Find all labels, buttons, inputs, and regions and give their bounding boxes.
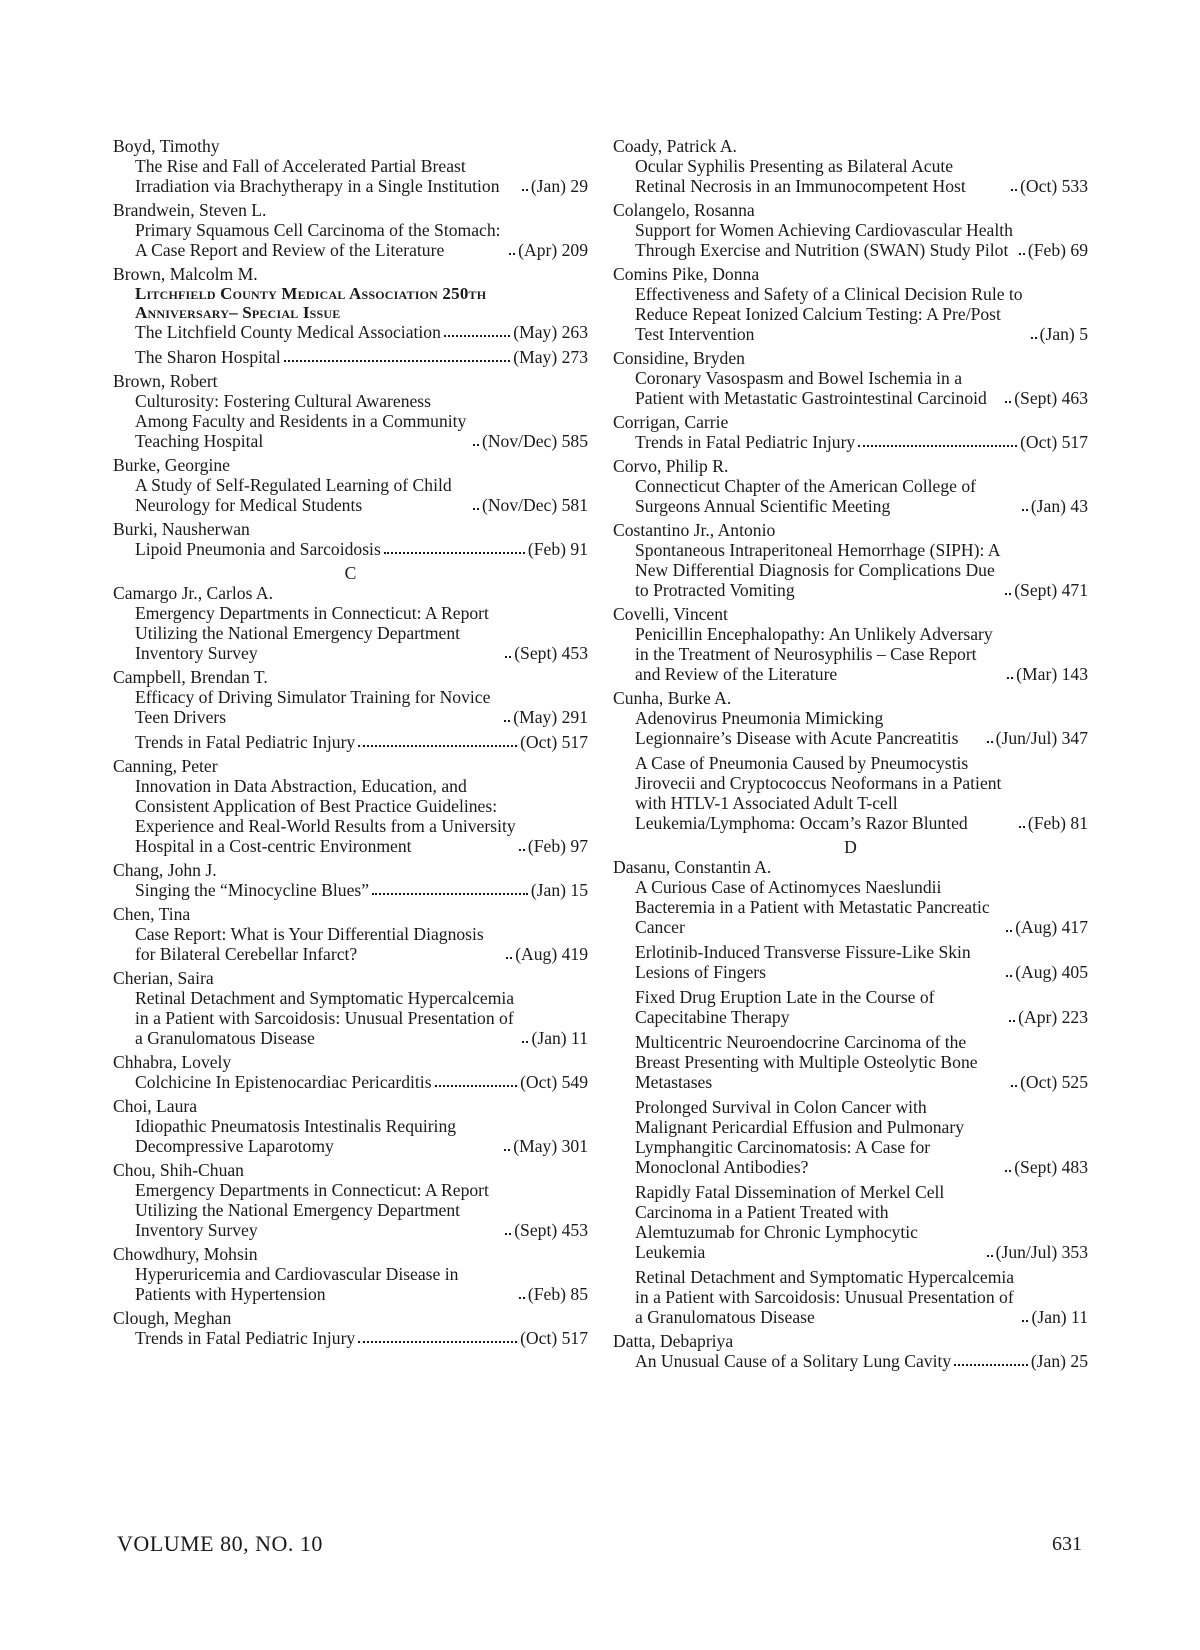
author-name: Chowdhury, Mohsin (113, 1244, 258, 1264)
article-title: Hyperuricemia and Cardiovascular Disease in Patients with Hypertension (135, 1264, 459, 1304)
issue-page-reference: (Jun/Jul) 353 (995, 1242, 1088, 1262)
issue-page-reference: (Sept) 483 (1014, 1157, 1088, 1177)
dot-leader (1005, 401, 1011, 403)
author-name: Camargo Jr., Carlos A. (113, 583, 273, 603)
article-entry (635, 1351, 1088, 1371)
author-name: Chang, John J. (113, 860, 217, 880)
dot-leader (506, 957, 512, 959)
article-title: Fixed Drug Eruption Late in the Course of Capecitabine Therapy (635, 987, 935, 1027)
article-title: Trends in Fatal Pediatric Injury (135, 1328, 356, 1348)
dot-leader (504, 1149, 510, 1151)
author-entry (113, 519, 588, 559)
issue-page-reference: (Oct) 517 (520, 1328, 588, 1348)
issue-page-reference: (Apr) 209 (518, 240, 588, 260)
author-entry (113, 1308, 588, 1348)
dot-leader (1006, 975, 1012, 977)
issue-page-reference: (Nov/Dec) 581 (481, 495, 588, 515)
article-title: Idiopathic Pneumatosis Intestinalis Requiring Decompressive Laparotomy (135, 1116, 457, 1156)
article-entry (135, 347, 588, 367)
issue-page-reference: (May) 301 (513, 1136, 588, 1156)
issue-page-reference: (Aug) 405 (1015, 962, 1088, 982)
author-name: Brandwein, Steven L. (113, 200, 267, 220)
article-title: Penicillin Encephalopathy: An Unlikely Adversary in the Treatment of Neurosyphilis – Case Report and Review of the Literature (635, 624, 993, 684)
dot-leader (435, 1085, 518, 1087)
article-entry (135, 988, 588, 1048)
dot-leader (473, 508, 479, 510)
article-title: The Litchfield County Medical Association (135, 322, 441, 342)
issue-page-reference: (Oct) 525 (1020, 1072, 1088, 1092)
author-name: Chou, Shih-Chuan (113, 1160, 244, 1180)
special-issue-heading: Litchfield County Medical Association 250th Anniversary– Special Issue (135, 284, 487, 322)
author-name: Burke, Georgine (113, 455, 230, 475)
dot-leader (1022, 1320, 1028, 1322)
article-entry (635, 1267, 1088, 1327)
issue-page-reference: (Oct) 533 (1020, 176, 1088, 196)
issue-page-reference: (Sept) 471 (1014, 580, 1088, 600)
article-title: Trends in Fatal Pediatric Injury (135, 732, 356, 752)
author-name: Chen, Tina (113, 904, 191, 924)
author-entry (113, 860, 588, 900)
author-entry (613, 1331, 1088, 1371)
dot-leader (1019, 253, 1025, 255)
issue-page-reference: (Feb) 69 (1027, 240, 1088, 260)
author-name: Corrigan, Carrie (613, 412, 729, 432)
author-name: Coady, Patrick A. (613, 136, 737, 156)
article-title: The Rise and Fall of Accelerated Partial Breast Irradiation via Brachytherapy in a Single Institution (135, 156, 500, 196)
author-entry (613, 857, 1088, 1327)
author-name: Boyd, Timothy (113, 136, 220, 156)
article-title: Coronary Vasospasm and Bowel Ischemia in a Patient with Metastatic Gastrointestinal Carcinoid (635, 368, 987, 408)
article-title: Case Report: What is Your Differential Diagnosis for Bilateral Cerebellar Infarct? (135, 924, 484, 964)
author-entry (613, 412, 1088, 452)
article-entry (135, 391, 588, 451)
dot-leader (505, 1233, 511, 1235)
issue-page-reference: (Jan) 11 (1031, 1307, 1088, 1327)
author-name: Chhabra, Lovely (113, 1052, 232, 1072)
issue-page-reference: (Aug) 417 (1015, 917, 1088, 937)
author-name: Covelli, Vincent (613, 604, 728, 624)
index-column-left (113, 136, 588, 1352)
issue-page-reference: (Nov/Dec) 585 (481, 431, 588, 451)
article-title: Lipoid Pneumonia and Sarcoidosis (135, 539, 381, 559)
author-entry (613, 520, 1088, 600)
article-entry (635, 877, 1088, 937)
dot-leader (1005, 1170, 1011, 1172)
article-title: Rapidly Fatal Dissemination of Merkel Cell Carcinoma in a Patient Treated with Alemtuzumab for Chronic Lymphocytic Leukemia (635, 1182, 945, 1262)
article-title: Emergency Departments in Connecticut: A Report Utilizing the National Emergency Department Inventory Survey (135, 603, 489, 663)
article-entry (635, 284, 1088, 344)
article-title: An Unusual Cause of a Solitary Lung Cavity (635, 1351, 952, 1371)
author-entry (613, 136, 1088, 196)
issue-page-reference: (Sept) 453 (514, 643, 588, 663)
article-entry (635, 476, 1088, 516)
article-title: Primary Squamous Cell Carcinoma of the Stomach: A Case Report and Review of the Literature (135, 220, 501, 260)
article-title: Adenovirus Pneumonia Mimicking Legionnaire’s Disease with Acute Pancreatitis (635, 708, 959, 748)
author-entry (613, 604, 1088, 684)
issue-page-reference: (Feb) 91 (527, 539, 588, 559)
dot-leader (509, 253, 515, 255)
issue-page-reference: (Jan) 11 (531, 1028, 588, 1048)
author-name: Dasanu, Constantin A. (613, 857, 772, 877)
article-entry (135, 687, 588, 727)
article-entry (135, 539, 588, 559)
article-entry (635, 1032, 1088, 1092)
dot-leader (372, 893, 528, 895)
dot-leader (1031, 337, 1037, 339)
author-entry (113, 1244, 588, 1304)
page-number: 631 (1052, 1533, 1082, 1555)
article-title: Culturosity: Fostering Cultural Awareness Among Faculty and Residents in a Community Teaching Hospital (135, 391, 467, 451)
article-entry (135, 776, 588, 856)
author-entry (113, 136, 588, 196)
dot-leader (504, 720, 510, 722)
article-title: Effectiveness and Safety of a Clinical Decision Rule to Reduce Repeat Ionized Calcium Testing: A Pre/Post Test Intervention (635, 284, 1023, 344)
article-entry (635, 156, 1088, 196)
dot-leader (522, 1041, 528, 1043)
author-name: Choi, Laura (113, 1096, 198, 1116)
author-entry (613, 264, 1088, 344)
author-name: Brown, Robert (113, 371, 218, 391)
article-entry (635, 987, 1088, 1027)
issue-page-reference: (May) 263 (513, 322, 588, 342)
issue-page-reference: (May) 291 (513, 707, 588, 727)
article-title: Erlotinib-Induced Transverse Fissure-Like Skin Lesions of Fingers (635, 942, 971, 982)
article-entry (135, 603, 588, 663)
author-name: Burki, Nausherwan (113, 519, 250, 539)
article-entry (635, 708, 1088, 748)
author-entry (613, 688, 1088, 833)
author-name: Comins Pike, Donna (613, 264, 760, 284)
article-entry (635, 368, 1088, 408)
author-entry (113, 756, 588, 856)
dot-leader (473, 444, 479, 446)
author-name: Considine, Bryden (613, 348, 745, 368)
author-name: Canning, Peter (113, 756, 218, 776)
article-entry (135, 924, 588, 964)
issue-page-reference: (Sept) 463 (1014, 388, 1088, 408)
article-title: Trends in Fatal Pediatric Injury (635, 432, 856, 452)
author-entry (113, 1096, 588, 1156)
article-entry (135, 1180, 588, 1240)
article-title: A Study of Self-Regulated Learning of Child Neurology for Medical Students (135, 475, 452, 515)
dot-leader (519, 1297, 525, 1299)
article-entry (635, 432, 1088, 452)
issue-page-reference: (May) 273 (513, 347, 588, 367)
author-name: Colangelo, Rosanna (613, 200, 755, 220)
author-entry (113, 371, 588, 451)
article-title: Support for Women Achieving Cardiovascular Health Through Exercise and Nutrition (SWAN) Study Pilot (635, 220, 1013, 260)
author-entry (113, 264, 588, 367)
issue-page-reference: (Apr) 223 (1018, 1007, 1088, 1027)
issue-page-reference: (Jan) 29 (530, 176, 588, 196)
journal-volume-footer: VOLUME 80, NO. 10 (117, 1531, 323, 1556)
article-entry (635, 1182, 1088, 1262)
dot-leader (1009, 1020, 1015, 1022)
article-entry (635, 624, 1088, 684)
dot-leader (284, 360, 511, 362)
article-entry (135, 220, 588, 260)
article-title: Retinal Detachment and Symptomatic Hypercalcemia in a Patient with Sarcoidosis: Unusual Presentation of a Granulomatous Disease (635, 1267, 1015, 1327)
issue-page-reference: (Mar) 143 (1016, 664, 1088, 684)
dot-leader (1011, 189, 1017, 191)
article-title: Efficacy of Driving Simulator Training for Novice Teen Drivers (135, 687, 491, 727)
article-title: The Sharon Hospital (135, 347, 281, 367)
issue-page-reference: (Oct) 517 (1020, 432, 1088, 452)
dot-leader (1011, 1085, 1017, 1087)
section-letter: C (344, 563, 357, 583)
author-name: Corvo, Philip R. (613, 456, 729, 476)
article-title: Ocular Syphilis Presenting as Bilateral Acute Retinal Necrosis in an Immunocompetent Host (635, 156, 966, 196)
dot-leader (858, 445, 1017, 447)
article-entry (135, 1116, 588, 1156)
issue-page-reference: (Oct) 517 (520, 732, 588, 752)
article-entry (135, 880, 588, 900)
author-name: Cunha, Burke A. (613, 688, 732, 708)
article-title: Spontaneous Intraperitoneal Hemorrhage (SIPH): A New Differential Diagnosis for Complications Due to Protracted Vomiting (635, 540, 1000, 600)
article-entry (135, 1072, 588, 1092)
author-name: Cherian, Saira (113, 968, 214, 988)
article-entry (635, 1097, 1088, 1177)
article-entry (635, 942, 1088, 982)
article-title: Emergency Departments in Connecticut: A Report Utilizing the National Emergency Department Inventory Survey (135, 1180, 489, 1240)
article-title: Innovation in Data Abstraction, Education, and Consistent Application of Best Practice Guidelines: Experience and Real-World Results from a University Hospital in a Cost-centric Environment (135, 776, 516, 856)
dot-leader (987, 1255, 993, 1257)
author-entry (113, 455, 588, 515)
article-title: Colchicine In Epistenocardiac Pericarditis (135, 1072, 432, 1092)
article-entry (135, 322, 588, 342)
article-entry (135, 1328, 588, 1348)
article-entry (635, 540, 1088, 600)
article-title: Singing the “Minocycline Blues” (135, 880, 370, 900)
issue-page-reference: (Feb) 85 (527, 1284, 588, 1304)
dot-leader (358, 1341, 517, 1343)
article-entry (135, 1264, 588, 1304)
dot-leader (505, 656, 511, 658)
issue-page-reference: (Jan) 5 (1039, 324, 1088, 344)
author-name: Clough, Meghan (113, 1308, 232, 1328)
issue-page-reference: (Jan) 43 (1030, 496, 1088, 516)
dot-leader (954, 1364, 1028, 1366)
article-entry (135, 732, 588, 752)
author-entry (113, 667, 588, 752)
article-entry (635, 220, 1088, 260)
issue-page-reference: (Oct) 549 (520, 1072, 588, 1092)
author-entry (613, 200, 1088, 260)
issue-page-reference: (Jan) 15 (530, 880, 588, 900)
article-title: Prolonged Survival in Colon Cancer with Malignant Pericardial Effusion and Pulmonary Lymphangitic Carcinomatosis: A Case for Monoclonal Antibodies? (635, 1097, 964, 1177)
article-title: A Curious Case of Actinomyces Naeslundii Bacteremia in a Patient with Metastatic Pancreatic Cancer (635, 877, 990, 937)
author-entry (113, 583, 588, 663)
article-title: Connecticut Chapter of the American College of Surgeons Annual Scientific Meeting (635, 476, 977, 516)
author-entry (113, 904, 588, 964)
index-column-right (613, 136, 1088, 1375)
dot-leader (358, 745, 517, 747)
article-title: Retinal Detachment and Symptomatic Hypercalcemia in a Patient with Sarcoidosis: Unusual Presentation of a Granulomatous Disease (135, 988, 515, 1048)
dot-leader (1005, 593, 1011, 595)
author-name: Datta, Debapriya (613, 1331, 734, 1351)
author-entry (113, 1160, 588, 1240)
dot-leader (519, 849, 525, 851)
issue-page-reference: (Aug) 419 (515, 944, 588, 964)
article-entry (135, 156, 588, 196)
dot-leader (444, 335, 510, 337)
article-entry (135, 475, 588, 515)
author-entry (113, 1052, 588, 1092)
dot-leader (1019, 826, 1025, 828)
article-title: Multicentric Neuroendocrine Carcinoma of the Breast Presenting with Multiple Osteolytic Bone Metastases (635, 1032, 978, 1092)
section-letter: D (844, 837, 857, 857)
author-entry (113, 968, 588, 1048)
dot-leader (522, 189, 528, 191)
dot-leader (987, 741, 993, 743)
author-entry (113, 200, 588, 260)
author-name: Costantino Jr., Antonio (613, 520, 776, 540)
author-name: Brown, Malcolm M. (113, 264, 258, 284)
dot-leader (1006, 930, 1012, 932)
issue-page-reference: (Jun/Jul) 347 (995, 728, 1088, 748)
article-title: A Case of Pneumonia Caused by Pneumocystis Jirovecii and Cryptococcus Neoformans in a Patient with HTLV-1 Associated Adult T-cell Leukemia/Lymphoma: Occam’s Razor Blunted (635, 753, 1002, 833)
issue-page-reference: (Feb) 81 (1027, 813, 1088, 833)
issue-page-reference: (Sept) 453 (514, 1220, 588, 1240)
article-entry (635, 753, 1088, 833)
author-name: Campbell, Brendan T. (113, 667, 268, 687)
author-entry (613, 456, 1088, 516)
dot-leader (1007, 677, 1013, 679)
issue-page-reference: (Feb) 97 (527, 836, 588, 856)
dot-leader (1022, 509, 1028, 511)
dot-leader (384, 552, 525, 554)
issue-page-reference: (Jan) 25 (1030, 1351, 1088, 1371)
author-entry (613, 348, 1088, 408)
